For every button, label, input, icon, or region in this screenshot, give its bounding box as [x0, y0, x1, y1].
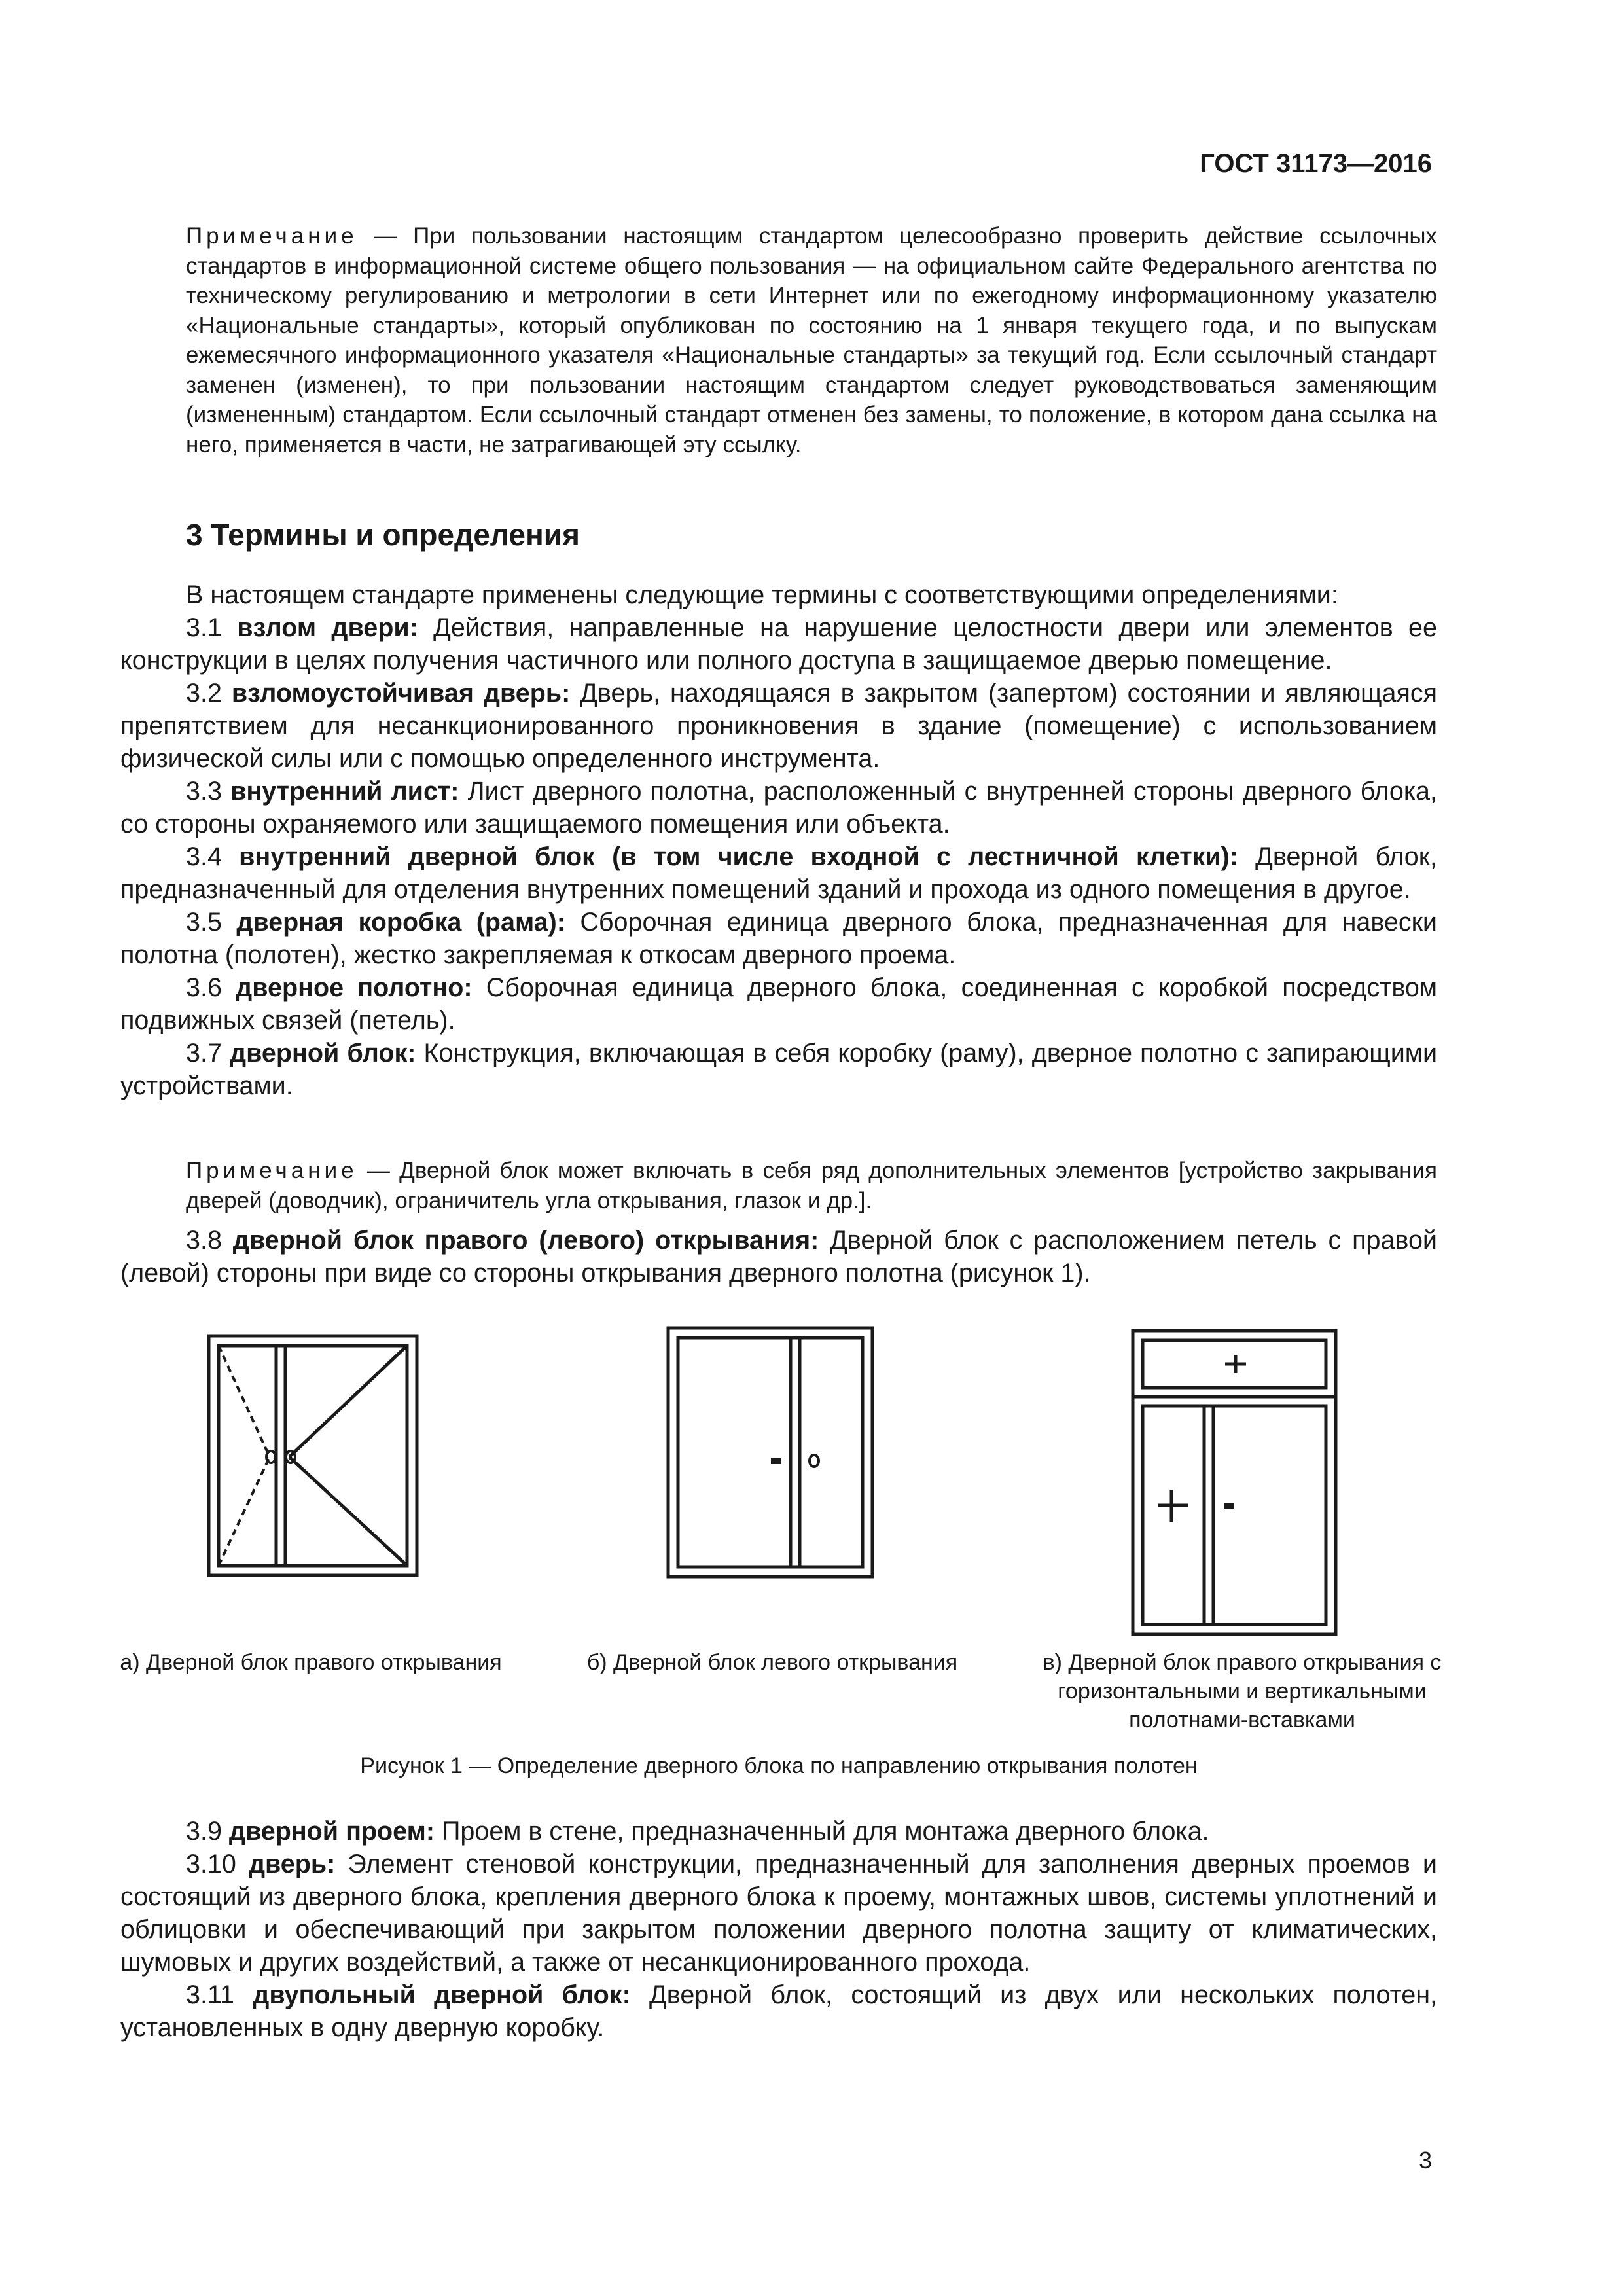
term-3-7: 3.7 дверной блок: Конструкция, включающая в себя коробку (раму), дверное полотно с запирающими устройствами. — [120, 1039, 1438, 1100]
note-text: — Дверной блок может включать в себя ряд дополнительных элементов [устройство закрывания дверей (доводчик), ограничитель угла открывания, глазок и др.]. — [186, 1158, 1437, 1213]
opening-line-upper — [289, 1346, 407, 1457]
section-title: 3 Термины и определения — [186, 518, 580, 552]
caption-c: в) Дверной блок правого открывания с горизонтальными и вертикальными полотнами-вставками — [1043, 1650, 1442, 1732]
term-3-9: 3.9 дверной проем: Проем в стене, предназначенный для монтажа дверного блока. — [186, 1817, 1209, 1846]
lock-icon — [810, 1455, 819, 1467]
note-text: — При пользовании настоящим стандартом целесообразно проверить действие ссылочных стандартов в информационной системе общего пользования — на официальном сайте Федерального агентства по техническому регулированию и метрологии в сети Интернет или по ежегодному информационному указателю «Национальные стандарты», который опубликован по состоянию на 1 января текущего года, и по выпускам ежемесячного информационного указателя «Национальные стандарты» за текущий год. Если ссылочный стандарт заменен (изменен), то при пользовании настоящим стандартом следует руководствоваться заменяющим (измененным) стандартом. Если ссылочный стандарт отменен без замены, то положение, в котором дана ссылка на него, применяется в части, не затрагивающей эту ссылку. — [186, 223, 1437, 457]
opening-dashed-upper — [219, 1346, 270, 1457]
section-intro: В настоящем стандарте применены следующие термины с соответствующими определениями: — [186, 581, 1338, 609]
note-label: Примечание — [186, 223, 358, 249]
terms-block-1 — [120, 579, 1437, 1102]
figure-title: Рисунок 1 — Определение дверного блока по направлению открывания полотен — [360, 1753, 1198, 1778]
opening-line-lower — [289, 1457, 407, 1566]
terms-block-2 — [120, 1224, 1437, 1289]
term-3-4: 3.4 внутренний дверной блок (в том числе входной с лестничной клетки): Дверной блок, предназначенный для отделения внутренних помещений зданий и прохода из одного помещения в другое. — [120, 842, 1438, 904]
note-label: Примечание — [186, 1158, 358, 1183]
term-3-3: 3.3 внутренний лист: Лист дверного полотна, расположенный с внутренней стороны дверного блока, со стороны охраняемого или защищаемого помещения или объекта. — [120, 777, 1437, 838]
caption-b: б) Дверной блок левого открывания — [586, 1650, 958, 1675]
page-number: 3 — [1418, 2147, 1432, 2174]
frame-outer — [209, 1336, 417, 1575]
handle-icon — [1224, 1503, 1234, 1509]
door-diagram-c — [1131, 1329, 1338, 1636]
term-3-11: 3.11 двупольный дверной блок: Дверной блок, состоящий из двух или нескольких полотен, установленных в одну дверную коробку. — [120, 1981, 1438, 2042]
term-3-5: 3.5 дверная коробка (рама): Сборочная единица дверного блока, предназначенная для навески полотна (полотен), жестко закрепляемая к откосам дверного проема. — [120, 908, 1437, 969]
handle-left-icon — [266, 1451, 276, 1463]
frame-outer — [1133, 1331, 1336, 1634]
frame-inner — [219, 1346, 407, 1566]
frame-outer — [668, 1328, 872, 1577]
document-header-id: ГОСТ 31173—2016 — [1200, 149, 1432, 178]
terms-block-3 — [120, 1815, 1437, 2044]
door-diagram-a — [207, 1334, 419, 1577]
door-diagram-b — [666, 1326, 874, 1579]
handle-icon — [771, 1458, 781, 1464]
term-3-1: 3.1 взлом двери: Действия, направленные на нарушение целостности двери или элементов ее конструкции в целях получения частичного или полного доступа в защищаемое дверью помещение. — [120, 613, 1437, 675]
door-block-note — [186, 1156, 1437, 1215]
term-3-2: 3.2 взломоустойчивая дверь: Дверь, находящаяся в закрытом (запертом) состоянии и являющаяся препятствием для несанкционированного проникновения в здание (помещение) с использованием физической силы или с помощью определенного инструмента. — [120, 679, 1437, 773]
opening-dashed-lower — [219, 1457, 270, 1566]
frame-inner — [678, 1338, 863, 1567]
term-3-10: 3.10 дверь: Элемент стеновой конструкции, предназначенный для заполнения дверных проемов и состоящий из дверного блока, крепления дверного блока к проему, монтажных швов, системы уплотнений и облицовки и обеспечивающий при закрытом положении дверного полотна защиту от климатических, шумовых и других воздействий, а также от несанкционированного прохода. — [120, 1850, 1437, 1977]
caption-a: а) Дверной блок правого открывания — [120, 1650, 502, 1675]
term-3-6: 3.6 дверное полотно: Сборочная единица дверного блока, соединенная с коробкой посредством подвижных связей (петель). — [120, 973, 1437, 1035]
term-3-8: 3.8 дверной блок правого (левого) открывания: Дверной блок с расположением петель с правой (левой) стороны при виде со стороны открывания дверного полотна (рисунок 1). — [120, 1226, 1438, 1287]
reference-note — [186, 221, 1437, 459]
